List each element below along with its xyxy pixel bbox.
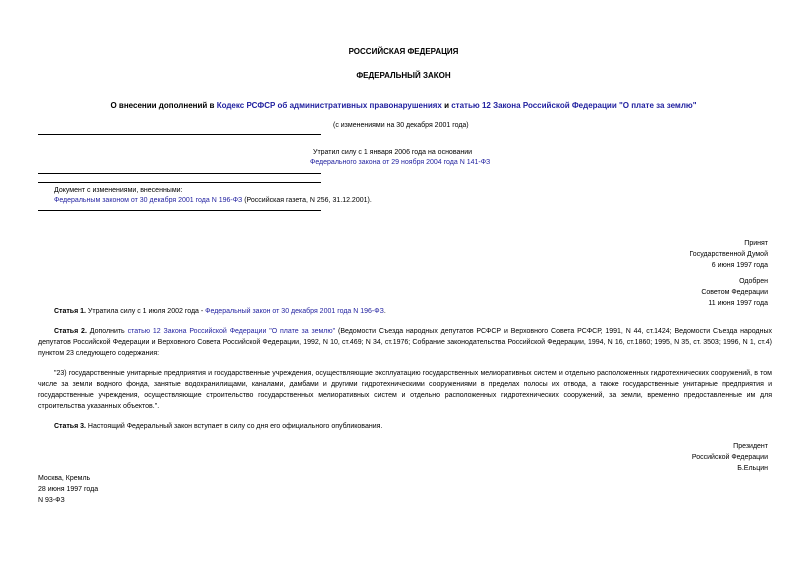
signature-country: Российской Федерации — [691, 454, 768, 461]
article-1-end: . — [383, 308, 386, 315]
place-block — [38, 473, 98, 506]
law-number: N 93-ФЗ — [38, 497, 65, 504]
link-law-196-article1[interactable]: Федеральный закон от 30 декабря 2001 года N 196-ФЗ — [205, 308, 384, 315]
article-2-quote: "23) государственные унитарные предприятия и государственные учреждения, осуществляющие эксплуатацию государственных мелиоративных систем и отдельно расположенных гидротехнических сооружений, в том числе за земли водного фонда, занятые водохранилищами, каналами, дамбами и другими гидротехническими сооружениями в пределах полосы их отвода, а также государственные унитарные предприятия и государственные учреждения, осуществляющие строительство государственных мелиоративных систем и отдельно расположенных гидротехнических сооружений, за земли, временно предоставленные им для строительства указанных объектов.". — [38, 370, 772, 410]
amendments-label: Документ с изменениями, внесенными: — [54, 187, 183, 194]
place-date: 28 июня 1997 года — [38, 486, 99, 493]
article-3 — [38, 421, 772, 432]
country-heading: РОССИЙСКАЯ ФЕДЕРАЦИЯ — [348, 47, 459, 56]
article-1-label: Статья 1. — [54, 308, 86, 315]
place-city: Москва, Кремль — [38, 475, 91, 482]
revision-note: (с изменениями на 30 декабря 2001 года) — [333, 122, 469, 129]
duma-block — [689, 238, 768, 271]
expiry-text: Утратил силу с 1 января 2006 года на основании — [313, 149, 473, 156]
link-land-fee-law[interactable]: статью 12 Закона Российской Федерации "О плате за землю" — [451, 101, 697, 110]
link-article-12[interactable]: статью 12 Закона Российской Федерации "О плате за землю" — [127, 328, 336, 335]
article-2 — [38, 326, 772, 359]
title-mid: и — [441, 101, 452, 110]
article-2-text-before: Дополнить — [86, 328, 128, 335]
title-prefix: О внесении дополнений в — [110, 101, 217, 110]
council-approved: Одобрен — [739, 278, 768, 285]
link-law-196[interactable]: Федеральным законом от 30 декабря 2001 года N 196-ФЗ — [54, 197, 243, 204]
article-1 — [38, 306, 772, 317]
duma-accepted: Принят — [744, 240, 768, 247]
signature-block — [692, 441, 768, 474]
amendments-source: (Российская газета, N 256, 31.12.2001). — [242, 197, 372, 204]
link-koap[interactable]: Кодекс РСФСР об административных правонарушениях — [216, 101, 442, 110]
divider-1 — [38, 134, 321, 135]
duma-name: Государственной Думой — [689, 251, 768, 258]
article-2-text-after: (Ведомости Съезда народных депутатов РСФСР и Верховного Совета РСФСР, 1991, N 44, ст.1424; Ведомости Съезда народных депутатов Российской Федерации и Верховного Совета Российской Федерации, 1992, N 10, ст.469; N 34, ст.1976; Собрание законодательства Российской Федерации, 1994, N 16, ст.1860; 1995, N 35, ст. 3503; 1996, N 1, ст.4) пунктом 23 следующего содержания: — [38, 328, 772, 357]
article-3-text: Настоящий Федеральный закон вступает в силу со дня его официального опубликования. — [85, 423, 383, 430]
divider-3 — [38, 182, 321, 183]
link-law-141[interactable]: Федерального закона от 29 ноября 2004 года N 141-ФЗ — [310, 159, 491, 166]
signature-name: Б.Ельцин — [737, 465, 768, 472]
amendments-line — [54, 197, 372, 204]
signature-title: Президент — [733, 443, 768, 450]
document-title — [0, 101, 807, 110]
divider-2 — [38, 173, 321, 174]
council-date: 11 июня 1997 года — [708, 300, 768, 307]
council-name: Советом Федерации — [701, 289, 768, 296]
duma-date: 6 июня 1997 года — [711, 262, 768, 269]
law-type-heading: ФЕДЕРАЛЬНЫЙ ЗАКОН — [356, 71, 451, 80]
article-1-text: Утратила силу с 1 июля 2002 года - — [85, 308, 206, 315]
council-block — [701, 276, 768, 309]
divider-4 — [38, 210, 321, 211]
article-3-label: Статья 3. — [54, 423, 86, 430]
article-2-label: Статья 2. — [54, 328, 87, 335]
